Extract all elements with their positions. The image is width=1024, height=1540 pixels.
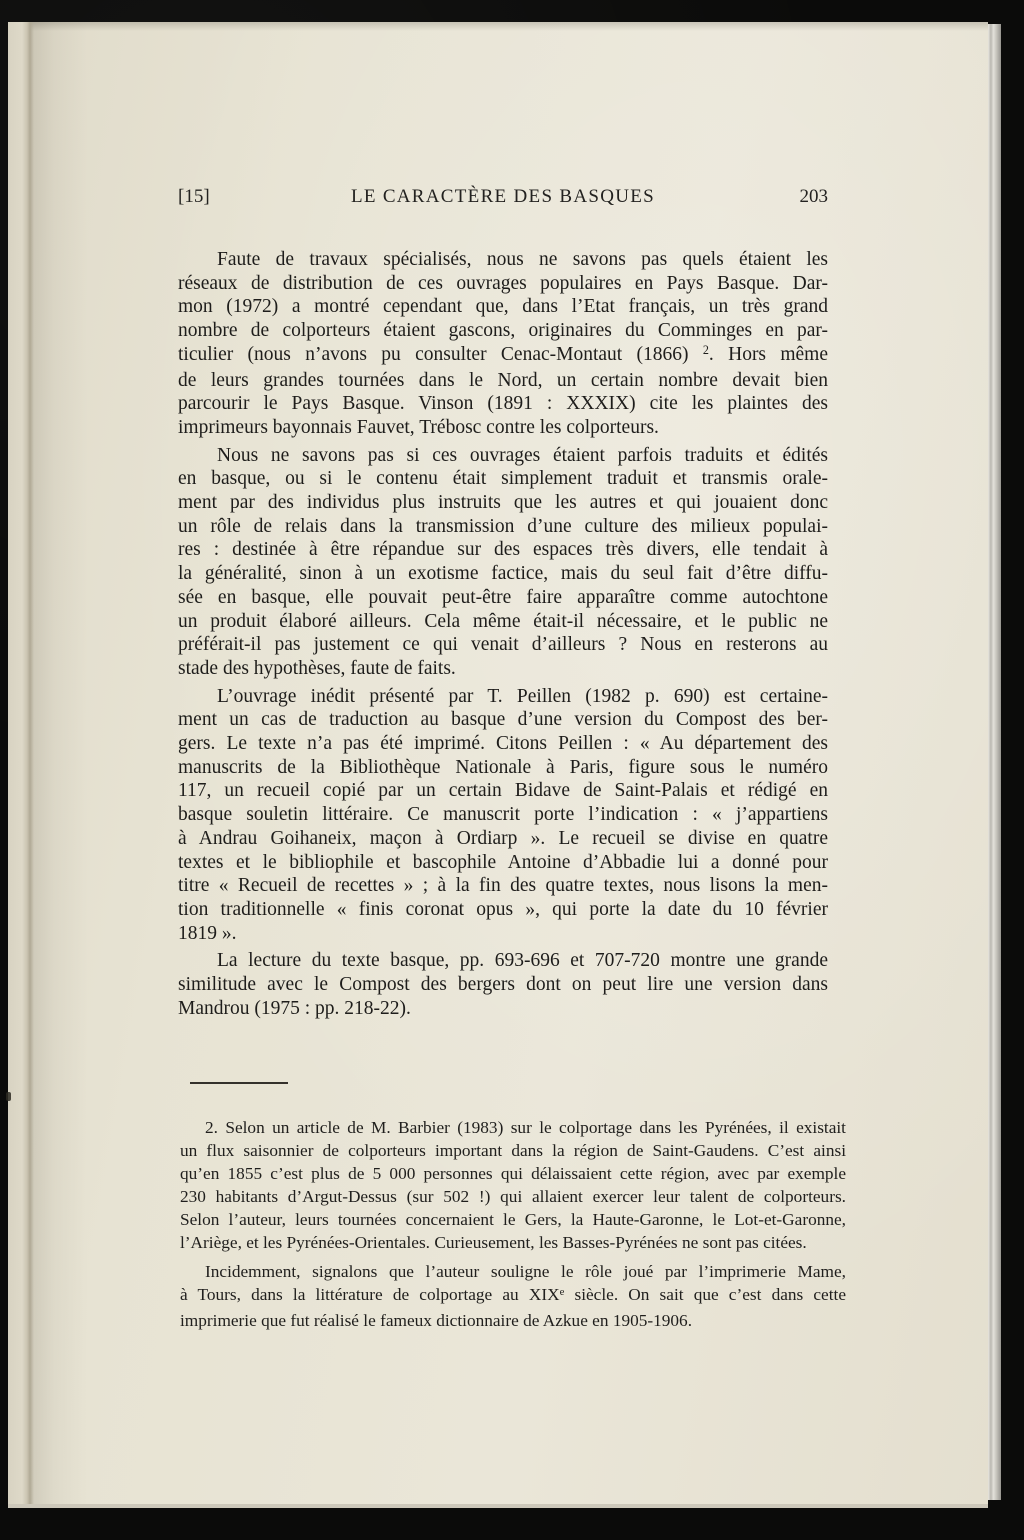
running-header [178,185,828,209]
text-line: Faute de travaux spécialisés, nous ne savons pas quels étaient les [217,249,828,270]
text-line: ment un cas de traduction au basque d’une version du Compost des ber- [178,709,828,731]
text-line: mon (1972) a montré cependant que, dans l’Etat français, un très grand [178,296,828,318]
section-marker: [15] [178,186,210,207]
text-line: basque souletin littéraire. Ce manuscrit porte l’indication : « j’appartiens [178,804,828,826]
body-text [178,248,828,1021]
text-line: de leurs grandes tournées dans le Nord, un certain nombre devait bien [178,369,828,391]
text-line: un produit élaboré ailleurs. Cela même était-il nécessaire, et le public ne [178,610,828,632]
paragraph [178,248,828,440]
text-line: réseaux de distribution de ces ouvrages populaires en Pays Basque. Dar- [178,272,828,294]
page-number: 203 [799,186,828,207]
footnote-rule [190,1082,288,1084]
dust-speck [6,1092,11,1101]
text-line: gers. Le texte n’a pas été imprimé. Citons Peillen : « Au département des [178,733,828,755]
text-line: à Andrau Goihaneix, maçon à Ordiarp ». Le recueil se divise en quatre [178,827,828,849]
text-line: en basque, ou si le contenu était simplement traduit et transmis orale- [178,468,828,490]
paragraph [178,685,828,946]
text-line: à Tours, dans la littérature de colportage au XIXe siècle. On sait que c’est dans cette [180,1285,847,1304]
text-line: textes et le bibliophile et bascophile Antoine d’Abbadie lui a donné pour [178,851,828,873]
paragraph [180,1116,846,1254]
text-line: parcourir le Pays Basque. Vinson (1891 : XXXIX) cite les plaintes des [178,393,828,415]
text-line: titre « Recueil de recettes » ; à la fin des quatre textes, nous lisons la men- [178,875,828,897]
text-line: 2. Selon un article de M. Barbier (1983) sur le colportage dans les Pyrénées, il existait [205,1118,846,1137]
text-line: la généralité, sinon à un exotisme factice, mais du seul fait d’être diffu- [178,563,828,585]
text-line: préférait-il pas justement ce qui venait d’ailleurs ? Nous en resterons au [178,634,828,656]
text-line: nombre de colporteurs étaient gascons, originaires du Comminges en par- [178,320,828,342]
text-line: similitude avec le Compost des bergers dont on peut lire une version dans [178,974,828,996]
text-line: imprimerie que fut réalisé le fameux dictionnaire de Azkue en 1905-1906. [180,1311,693,1330]
text-line: manuscrits de la Bibliothèque Nationale à Paris, figure sous le numéro [178,756,828,778]
text-line: L’ouvrage inédit présenté par T. Peillen (1982 p. 690) est certaine- [217,685,828,707]
text-line: ment par des individus plus instruits que les autres et qui jouaient donc [178,492,828,514]
text-line: un rôle de relais dans la transmission d’une culture des milieux populai- [178,515,828,537]
book-page [8,22,988,1508]
text-line: qu’en 1855 c’est plus de 5 000 personnes qui délaissaient cette région, avec par exemple [180,1164,846,1183]
text-line: La lecture du texte basque, pp. 693-696 et 707-720 montre une grande [217,950,828,972]
text-line: 117, un recueil copié par un certain Bidave de Saint-Palais et rédigé en [178,780,828,802]
text-line: tion traditionnelle « finis coronat opus », qui porte la date du 10 février [178,898,828,920]
text-line: Selon l’auteur, leurs tournées concernaient le Gers, la Haute-Garonne, le Lot-et-Garonne, [180,1210,846,1229]
text-line: Incidemment, signalons que l’auteur souligne le rôle joué par l’imprimerie Mame, [205,1262,846,1281]
text-line: Nous ne savons pas si ces ouvrages étaient parfois traduits et édités [217,444,828,466]
paragraph [180,1260,846,1332]
page-gutter-edge [8,22,88,1504]
text-line: imprimeurs bayonnais Fauvet, Trébosc contre les colporteurs. [178,416,659,438]
paragraph [178,949,828,1020]
text-line: ticulier (nous n’avons pu consulter Cenac-Montaut (1866) $^2$. Hors même [178,343,828,365]
footnotes [180,1116,846,1332]
text-line: Mandrou (1975 : pp. 218-22). [178,997,411,1019]
text-line: un flux saisonnier de colporteurs important dans la région de Saint-Gaudens. C’est ainsi [180,1141,846,1160]
text-line: sée en basque, elle pouvait peut-être faire apparaître comme autochtone [178,586,828,608]
page-fore-edge [988,24,1001,1500]
paragraph [178,444,828,681]
running-title: LE CARACTÈRE DES BASQUES [350,186,656,207]
text-line: stade des hypothèses, faute de faits. [178,657,456,679]
text-line: 1819 ». [178,922,237,944]
text-line: l’Ariège, et les Pyrénées-Orientales. Curieusement, les Basses-Pyrénées ne sont pas citées. [180,1233,807,1252]
text-line: 230 habitants d’Argut-Dessus (sur 502 !) qui allaient exercer leur talent de colporteurs. [180,1187,846,1206]
text-line: res : destinée à être répandue sur des espaces très divers, elle tendait à [178,539,828,561]
